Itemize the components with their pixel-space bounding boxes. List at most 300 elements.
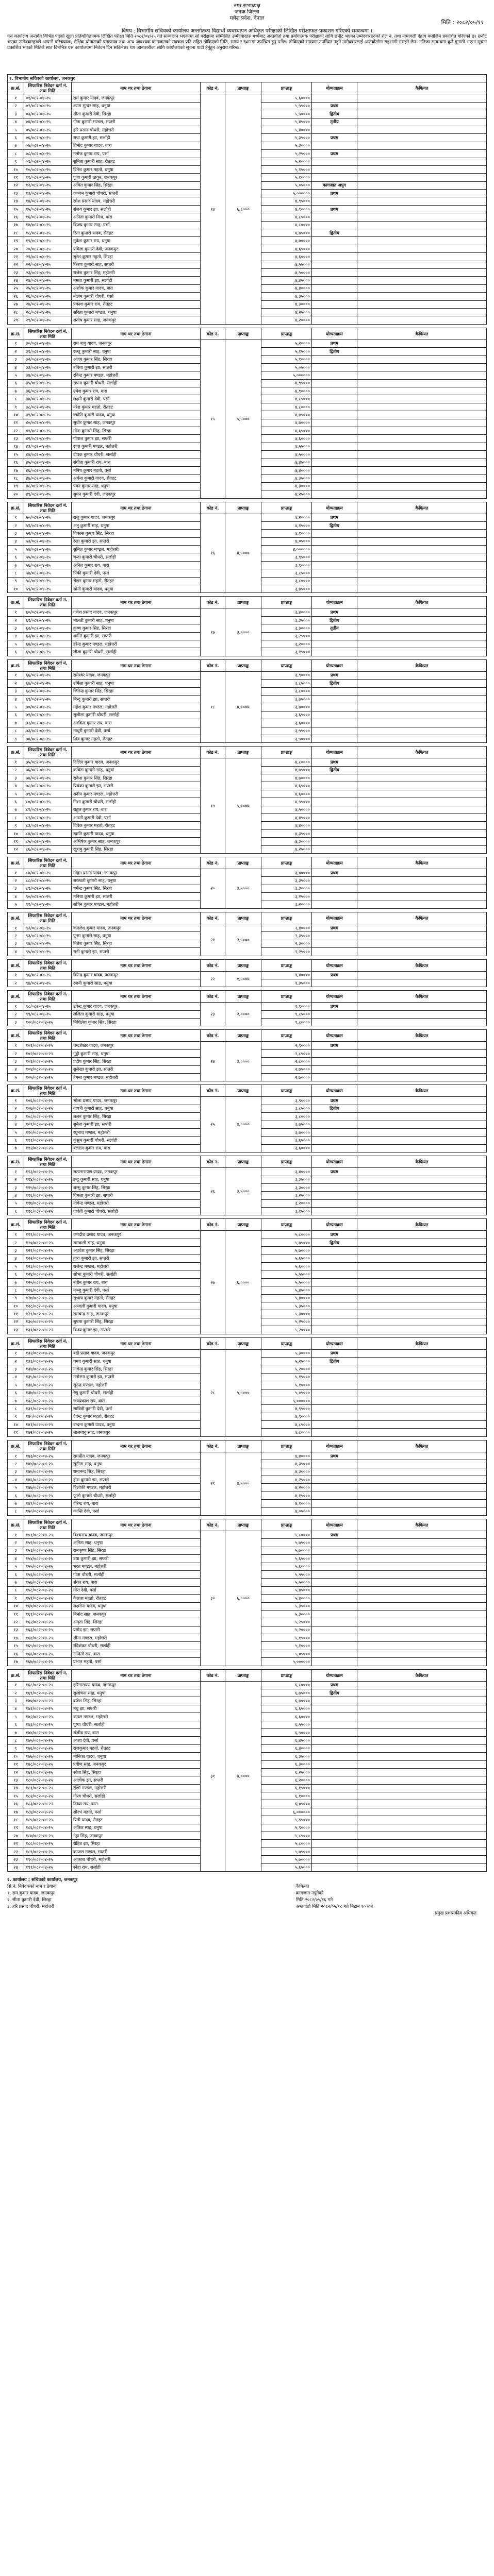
row-roll: १२६/०८२-०४-२५ xyxy=(24,1286,72,1294)
row-name: रूपा कुमारी मण्डल, महोत्तरी xyxy=(72,443,201,450)
row-score: ५,८०००० xyxy=(261,1840,312,1848)
row-roll: १००/०८२-०४-२५ xyxy=(24,1019,72,1026)
row-score: ३,६०००० xyxy=(261,719,312,727)
row-sn: ३ xyxy=(8,774,24,782)
row-code: १८ xyxy=(201,671,225,743)
row-sn: १८ xyxy=(8,1816,24,1824)
row-roll: ७४/०८२-०४-२५ xyxy=(24,735,72,742)
row-remarks xyxy=(357,229,487,237)
table-row xyxy=(8,1349,487,1357)
row-rank: प्रथम xyxy=(312,205,357,213)
row-score: ५,५०००० xyxy=(261,110,312,118)
row-sn: २४ xyxy=(8,1863,24,1871)
row-rank xyxy=(312,585,357,593)
row-remarks xyxy=(357,1476,487,1484)
row-name: राजु कुमार यादव, जनकपुर xyxy=(72,514,201,521)
col-code: कोड नं. xyxy=(201,82,225,94)
row-sn: १७ xyxy=(8,1658,24,1666)
row-remarks xyxy=(357,1610,487,1618)
footer-left-head: सि.नं. निवेदकको नाम र ठेगाना xyxy=(7,1884,57,1889)
row-name: कविता कुमारी साह, धनुषा xyxy=(72,766,201,774)
row-rank xyxy=(312,387,357,395)
row-rank: कागजात अपुग xyxy=(312,181,357,189)
row-rank xyxy=(312,1413,357,1420)
row-name: नन्दिनी राय, बारा xyxy=(72,1650,201,1657)
row-sn: १ xyxy=(8,1231,24,1239)
document-footer xyxy=(7,1877,487,1917)
row-score: ५,१०००० xyxy=(261,174,312,181)
row-name: ममता कुमारी झा, सर्लाही xyxy=(72,277,201,284)
row-score: ३,७५००० xyxy=(261,585,312,593)
row-name: रघुनाथ मण्डल, महोत्तरी xyxy=(72,1128,201,1136)
col-name: नाम थर तथा ठेगाना xyxy=(72,747,201,758)
row-name: स्वाति कुमारी यादव, धनुषा xyxy=(72,829,201,837)
row-roll: ५०/०८२-०४-२५ xyxy=(24,514,72,521)
row-rank xyxy=(312,435,357,443)
col-score: प्राप्ताङ्क xyxy=(261,912,312,924)
row-sn: ५ xyxy=(8,640,24,648)
row-name: गायत्री कुमारी साह, धनुषा xyxy=(72,1105,201,1112)
row-name: गुड्डी कुमारी साह, धनुषा xyxy=(72,1049,201,1057)
row-name: काजल मण्डल, सप्तरी xyxy=(72,1848,201,1855)
row-remarks xyxy=(357,829,487,837)
row-name: रामेश्वर यादव, जनकपुर xyxy=(72,671,201,679)
row-roll: ११/०८२-०४-२५ xyxy=(24,174,72,181)
row-sn: ६ xyxy=(8,798,24,806)
row-roll: ९४/०८२-०४-२५ xyxy=(24,940,72,947)
row-name: मनोरमा कुमारी झा, सप्तरी xyxy=(72,1373,201,1381)
row-rank xyxy=(312,1389,357,1397)
row-score: ६,६५००० xyxy=(261,1705,312,1713)
row-remarks xyxy=(357,1705,487,1713)
row-roll: ८०/०८२-०४-२५ xyxy=(24,798,72,806)
row-sn: ५ xyxy=(8,1263,24,1270)
row-sn: ६ xyxy=(8,134,24,142)
row-roll: ६९/०८२-०४-२५ xyxy=(24,695,72,703)
row-roll: ३८/०८२-०४-२५ xyxy=(24,403,72,411)
row-roll: २६/०८२-०४-२५ xyxy=(24,293,72,300)
row-remarks xyxy=(357,253,487,261)
col-roll: सिफारिस निवेदन दर्ता नं. तथा मिति xyxy=(24,328,72,340)
row-roll: १६३/०८२-०४-२५ xyxy=(24,1626,72,1634)
row-rank xyxy=(312,1547,357,1554)
row-full-marks: ३,०००० xyxy=(225,1042,261,1081)
row-roll: २५/०८२-०४-२५ xyxy=(24,284,72,292)
row-remarks xyxy=(357,1689,487,1697)
row-rank xyxy=(312,1365,357,1373)
row-score: ६,२५००० xyxy=(261,1768,312,1776)
col-code: कोड नं. xyxy=(201,857,225,869)
row-remarks xyxy=(357,1278,487,1286)
row-sn: ७ xyxy=(8,561,24,569)
row-name: ब्रजेश सिंह, सिरहा xyxy=(72,1697,201,1705)
col-marks: प्राप्ताङ्क xyxy=(225,959,261,971)
row-name: बिनोद साह, जनकपुर xyxy=(72,1610,201,1618)
row-name: आकाश चौधरी, महोत्तरी xyxy=(72,1856,201,1863)
row-score: ३,४०००० xyxy=(261,1168,312,1176)
row-sn: १० xyxy=(8,411,24,419)
row-sn: ३ xyxy=(8,885,24,892)
col-roll: सिफारिस निवेदन दर्ता नं. तथा मिति xyxy=(24,597,72,608)
row-rank xyxy=(312,1065,357,1073)
col-score: प्राप्ताङ्क xyxy=(261,1337,312,1349)
row-name: राकेश कुमार सिंह, सिरहा xyxy=(72,774,201,782)
row-sn: ६ xyxy=(8,711,24,719)
row-full-marks: ३,५००० xyxy=(225,1168,261,1215)
row-roll: ०३/०८२-०४-२५ xyxy=(24,110,72,118)
row-rank xyxy=(312,1602,357,1610)
row-roll: ३५/०८२-०४-२५ xyxy=(24,379,72,387)
row-sn: ५ xyxy=(8,1484,24,1492)
row-roll: १४९/०८२-०४-२५ xyxy=(24,1500,72,1507)
row-name: हेमन्त कुमार मण्डल, महोत्तरी xyxy=(72,1074,201,1081)
row-rank xyxy=(312,893,357,901)
row-score: ६,५०००० xyxy=(261,1728,312,1736)
row-remarks xyxy=(357,798,487,806)
row-score: ४,२५००० xyxy=(261,845,312,853)
row-sn: १० xyxy=(8,165,24,173)
col-sn: क्र.सं. xyxy=(8,82,24,94)
col-score: प्राप्ताङ्क xyxy=(261,1156,312,1168)
row-sn: ८ xyxy=(8,150,24,158)
row-remarks xyxy=(357,1263,487,1270)
row-rank xyxy=(312,640,357,648)
row-roll: १०१/०८२-०४-२५ xyxy=(24,1042,72,1049)
row-score: ३,३०००० xyxy=(261,885,312,892)
row-sn: ८ xyxy=(8,814,24,822)
row-sn: ६ xyxy=(8,379,24,387)
row-rank xyxy=(312,1113,357,1121)
row-sn: १७ xyxy=(8,221,24,229)
row-remarks xyxy=(357,1183,487,1191)
row-score: ४,९०००० xyxy=(261,205,312,213)
row-score: ४,८०००० xyxy=(261,221,312,229)
col-code: कोड नं. xyxy=(201,1030,225,1042)
row-name: रामकृष्ण सिंह, सिरहा xyxy=(72,1547,201,1554)
row-score: ३,३५००० xyxy=(261,1176,312,1183)
row-name: लीला कुमारी चौधरी, सर्लाही xyxy=(72,648,201,656)
results-table xyxy=(7,74,487,325)
row-remarks xyxy=(357,1247,487,1255)
row-remarks xyxy=(357,1681,487,1689)
row-roll: १३१/०८२-०४-२५ xyxy=(24,1326,72,1334)
row-roll: ४५/०८२-०४-२५ xyxy=(24,459,72,466)
row-sn: ५ xyxy=(8,1074,24,1081)
row-rank: द्वितीय xyxy=(312,348,357,355)
row-roll: ७६/०८२-०४-२५ xyxy=(24,766,72,774)
row-name: पुनम कुमारी साह, धनुषा xyxy=(72,932,201,940)
row-score: ६,८०००० xyxy=(261,1681,312,1689)
row-remarks xyxy=(357,395,487,403)
row-name: विकास कुमार सिंह, सिरहा xyxy=(72,530,201,537)
row-remarks xyxy=(357,1468,487,1476)
row-rank xyxy=(312,798,357,806)
row-sn: १ xyxy=(8,971,24,979)
row-score: ५,२५००० xyxy=(261,1618,312,1626)
row-sn: १६ xyxy=(8,1800,24,1808)
row-score: ३,८०००० xyxy=(261,1113,312,1121)
footer-line xyxy=(7,1890,487,1897)
row-name: नवीन कुमार राय, बारा xyxy=(72,1278,201,1286)
col-sn: क्र.सं. xyxy=(8,1440,24,1452)
row-name: आरती कुमारी देवी, पर्सा xyxy=(72,814,201,822)
row-sn: ३ xyxy=(8,1019,24,1026)
row-remarks xyxy=(357,624,487,632)
section-title: १. विभागीय सचिवको कार्यालय, जनकपुर xyxy=(8,75,487,82)
row-remarks xyxy=(357,1413,487,1420)
row-remarks xyxy=(357,758,487,766)
row-name: प्रवीण साह, जनकपुर xyxy=(72,1760,201,1768)
col-code: कोड नं. xyxy=(201,1440,225,1452)
row-rank xyxy=(312,1192,357,1199)
row-score: ३,५०००० xyxy=(261,735,312,742)
row-sn: २१ xyxy=(8,1840,24,1848)
row-roll: ९७/०८२-०४-२५ xyxy=(24,979,72,987)
col-marks: प्राप्ताङ्क xyxy=(225,991,261,1003)
row-sn: ८ xyxy=(8,1507,24,1515)
row-sn: १ xyxy=(8,1097,24,1105)
row-remarks xyxy=(357,680,487,687)
col-roll: सिफारिस निवेदन दर्ता नं. तथा मिति xyxy=(24,747,72,758)
row-sn: २ xyxy=(8,680,24,687)
col-remarks: कैफियत xyxy=(357,1219,487,1231)
row-score: ५,३५००० xyxy=(261,1602,312,1610)
row-roll: १३४/०८२-०४-२५ xyxy=(24,1365,72,1373)
row-remarks xyxy=(357,284,487,292)
row-roll: ४४/०८२-०४-२५ xyxy=(24,451,72,459)
row-rank xyxy=(312,1270,357,1278)
col-remarks: कैफियत xyxy=(357,1440,487,1452)
row-name: सुषमा कुमारी सिंह, सिरहा xyxy=(72,1318,201,1326)
row-roll: १०२/०८२-०४-२५ xyxy=(24,1049,72,1057)
row-roll: ४९/०८२-०४-२५ xyxy=(24,490,72,498)
row-remarks xyxy=(357,1555,487,1563)
row-score: ४,६०००० xyxy=(261,435,312,443)
row-remarks xyxy=(357,1595,487,1602)
col-roll: सिफारिस निवेदन दर्ता नं. तथा मिति xyxy=(24,659,72,671)
row-remarks xyxy=(357,608,487,616)
row-remarks xyxy=(357,569,487,577)
row-name: सत्यनारायण यादव, जनकपुर xyxy=(72,1168,201,1176)
row-name: फूलो कुमारी चौधरी, सर्लाही xyxy=(72,1492,201,1499)
row-sn: १ xyxy=(8,1003,24,1010)
row-score: ४,८०००० xyxy=(261,1429,312,1436)
row-roll: ०१/०८२-०४-२५ xyxy=(24,94,72,102)
row-sn: ३ xyxy=(8,530,24,537)
row-name: रामप्रीत यादव, जनकपुर xyxy=(72,1452,201,1460)
row-rank: प्रथम xyxy=(312,190,357,197)
row-score: ४,३५००० xyxy=(261,293,312,300)
col-rank: योग्यताक्रम xyxy=(312,82,357,94)
row-roll: १५१/०८२-०४-२५ xyxy=(24,1531,72,1538)
row-name: मोहन प्रसाद यादव, जनकपुर xyxy=(72,869,201,876)
row-roll: ५९/०८२-०४-२५ xyxy=(24,585,72,593)
col-remarks: कैफियत xyxy=(357,1669,487,1681)
row-name: जितेन्द्र कुमार सिंह, सिरहा xyxy=(72,687,201,695)
row-roll: ६७/०८२-०४-२५ xyxy=(24,680,72,687)
row-score: ५,१५००० xyxy=(261,165,312,173)
row-score: ३,६५००० xyxy=(261,711,312,719)
row-roll: १५६/०८२-०४-२५ xyxy=(24,1570,72,1578)
row-score: ४,१०००० xyxy=(261,1500,312,1507)
row-remarks xyxy=(357,1373,487,1381)
row-score: ४,३५००० xyxy=(261,1460,312,1468)
row-rank xyxy=(312,1744,357,1752)
results-table xyxy=(7,1669,487,1872)
row-sn: २१ xyxy=(8,253,24,261)
row-remarks xyxy=(357,1357,487,1365)
row-name: गणेश प्रसाद यादव, जनकपुर xyxy=(72,608,201,616)
row-score: ४,५०००० xyxy=(261,806,312,814)
row-roll: १७५/०८२-०४-२५ xyxy=(24,1737,72,1744)
row-sn: १४ xyxy=(8,1634,24,1642)
row-name: अशोक कुमार यादव, बारा xyxy=(72,284,201,292)
row-name: बबिता कुमारी झा, सप्तरी xyxy=(72,363,201,371)
row-remarks xyxy=(357,695,487,703)
row-name: अमित कुमार सिंह, सिरहा xyxy=(72,181,201,189)
row-sn: ८ xyxy=(8,1737,24,1744)
row-score: ६,४५००० xyxy=(261,1737,312,1744)
row-remarks xyxy=(357,1713,487,1721)
row-rank xyxy=(312,885,357,892)
row-name: मधु झा, सप्तरी xyxy=(72,1705,201,1713)
col-name: नाम थर तथा ठेगाना xyxy=(72,1085,201,1097)
row-full-marks: ५,५००० xyxy=(225,340,261,498)
row-score: २,७५००० xyxy=(261,1065,312,1073)
row-rank xyxy=(312,1121,357,1128)
row-full-marks: ४,०००० xyxy=(225,671,261,743)
row-rank: द्वितीय xyxy=(312,616,357,624)
row-roll: ८३/०८२-०४-२५ xyxy=(24,822,72,829)
row-name: सरस्वती कुमारी साह, धनुषा xyxy=(72,877,201,885)
row-remarks xyxy=(357,1642,487,1650)
row-name: दिव्या राय, बारा xyxy=(72,1800,201,1808)
row-score: १,९०००० xyxy=(261,1003,312,1010)
col-score: प्राप्ताङ्क xyxy=(261,747,312,758)
row-name: राजेन्द्र मण्डल, महोत्तरी xyxy=(72,1263,201,1270)
row-roll: ८९/०८२-०४-२५ xyxy=(24,885,72,892)
row-remarks xyxy=(357,1792,487,1800)
table-row xyxy=(8,924,487,931)
col-rank: योग्यताक्रम xyxy=(312,991,357,1003)
row-name: लक्ष्मी कुमारी देवी, पर्सा xyxy=(72,395,201,403)
results-table xyxy=(7,1218,487,1334)
col-code: कोड नं. xyxy=(201,991,225,1003)
row-code: २१ xyxy=(201,924,225,956)
row-name: बद्री प्रसाद यादव, जनकपुर xyxy=(72,1349,201,1357)
results-table xyxy=(7,328,487,499)
col-score: प्राप्ताङ्क xyxy=(261,1669,312,1681)
row-roll: ११२/०८२-०४-२५ xyxy=(24,1144,72,1152)
col-rank: योग्यताक्रम xyxy=(312,1337,357,1349)
row-rank xyxy=(312,1294,357,1302)
col-score: प्राप्ताङ्क xyxy=(261,328,312,340)
row-code: २८ xyxy=(201,1349,225,1436)
row-code: १५ xyxy=(201,340,225,498)
row-score: ५,५०००० xyxy=(261,1579,312,1586)
row-roll: १७७/०८२-०४-२५ xyxy=(24,1753,72,1760)
row-score: ५,२५००० xyxy=(261,1318,312,1326)
row-name: मोनिका यादव, धनुषा xyxy=(72,1753,201,1760)
row-remarks xyxy=(357,1563,487,1570)
row-sn: २० xyxy=(8,490,24,498)
row-remarks xyxy=(357,1128,487,1136)
row-name: राधा कुमारी झा, सर्लाही xyxy=(72,134,201,142)
col-rank: योग्यताक्रम xyxy=(312,857,357,869)
row-score: ५,४०००० xyxy=(261,126,312,133)
row-roll: ४८/०८२-०४-२५ xyxy=(24,482,72,490)
row-sn: ११ xyxy=(8,174,24,181)
row-score: ४,२५००० xyxy=(261,1476,312,1484)
row-remarks xyxy=(357,1492,487,1499)
row-roll: १७०/०८२-०४-२५ xyxy=(24,1697,72,1705)
col-sn: क्र.सं. xyxy=(8,912,24,924)
col-marks: प्राप्ताङ्क xyxy=(225,1156,261,1168)
letterhead xyxy=(7,3,487,22)
row-rank xyxy=(312,1373,357,1381)
col-marks: प्राप्ताङ्क xyxy=(225,502,261,514)
row-roll: ५५/०८२-०४-२५ xyxy=(24,553,72,561)
col-score: प्राप्ताङ्क xyxy=(261,857,312,869)
row-score: ४,६०००० xyxy=(261,253,312,261)
table-row xyxy=(8,514,487,521)
col-remarks: कैफियत xyxy=(357,747,487,758)
row-rank xyxy=(312,1318,357,1326)
row-remarks xyxy=(357,1294,487,1302)
row-score: ५,०००००० xyxy=(261,1658,312,1666)
row-score: ३,७५००० xyxy=(261,695,312,703)
row-score: ४,४०००० xyxy=(261,822,312,829)
row-remarks xyxy=(357,711,487,719)
row-remarks xyxy=(357,924,487,931)
row-score: ३,६५००० xyxy=(261,1137,312,1144)
row-name: लक्ष्मीना यादव, धनुषा xyxy=(72,1602,201,1610)
col-rank: योग्यताक्रम xyxy=(312,912,357,924)
col-roll: सिफारिस निवेदन दर्ता नं. तथा मिति xyxy=(24,502,72,514)
row-score: ६,३५००० xyxy=(261,1753,312,1760)
row-sn: २० xyxy=(8,245,24,252)
row-score: ४,७५००० xyxy=(261,411,312,419)
row-score: ४,२०००० xyxy=(261,316,312,324)
row-sn: ३ xyxy=(8,110,24,118)
row-roll: ११५/०८२-०४-२५ xyxy=(24,1183,72,1191)
row-name: अवधेश कुमार सिंह, सिरहा xyxy=(72,1247,201,1255)
row-roll: १२१/०८२-०४-२५ xyxy=(24,1247,72,1255)
row-roll: २१/०८२-०४-२५ xyxy=(24,253,72,261)
row-name: हरिनारायण यादव, जनकपुर xyxy=(72,1681,201,1689)
row-remarks xyxy=(357,1728,487,1736)
row-remarks xyxy=(357,561,487,569)
row-sn: ६ xyxy=(8,1137,24,1144)
row-sn: ९ xyxy=(8,158,24,165)
row-remarks xyxy=(357,419,487,427)
row-sn: ५ xyxy=(8,1563,24,1570)
row-remarks xyxy=(357,632,487,640)
row-sn: २ xyxy=(8,1176,24,1183)
row-sn: ७ xyxy=(8,387,24,395)
row-name: बिन्दु कुमारी झा, सप्तरी xyxy=(72,695,201,703)
results-table xyxy=(7,746,487,854)
col-roll: सिफारिस निवेदन दर्ता नं. तथा मिति xyxy=(24,857,72,869)
row-remarks xyxy=(357,1507,487,1515)
row-remarks xyxy=(357,1381,487,1389)
row-name: अरविन्द कुमार राय, बारा xyxy=(72,719,201,727)
row-rank xyxy=(312,1255,357,1262)
row-name: रविन्द्र कुमार मण्डल, महोत्तरी xyxy=(72,371,201,379)
row-score: ५,३०००० xyxy=(261,142,312,149)
row-remarks xyxy=(357,1531,487,1538)
row-sn: १३ xyxy=(8,1626,24,1634)
